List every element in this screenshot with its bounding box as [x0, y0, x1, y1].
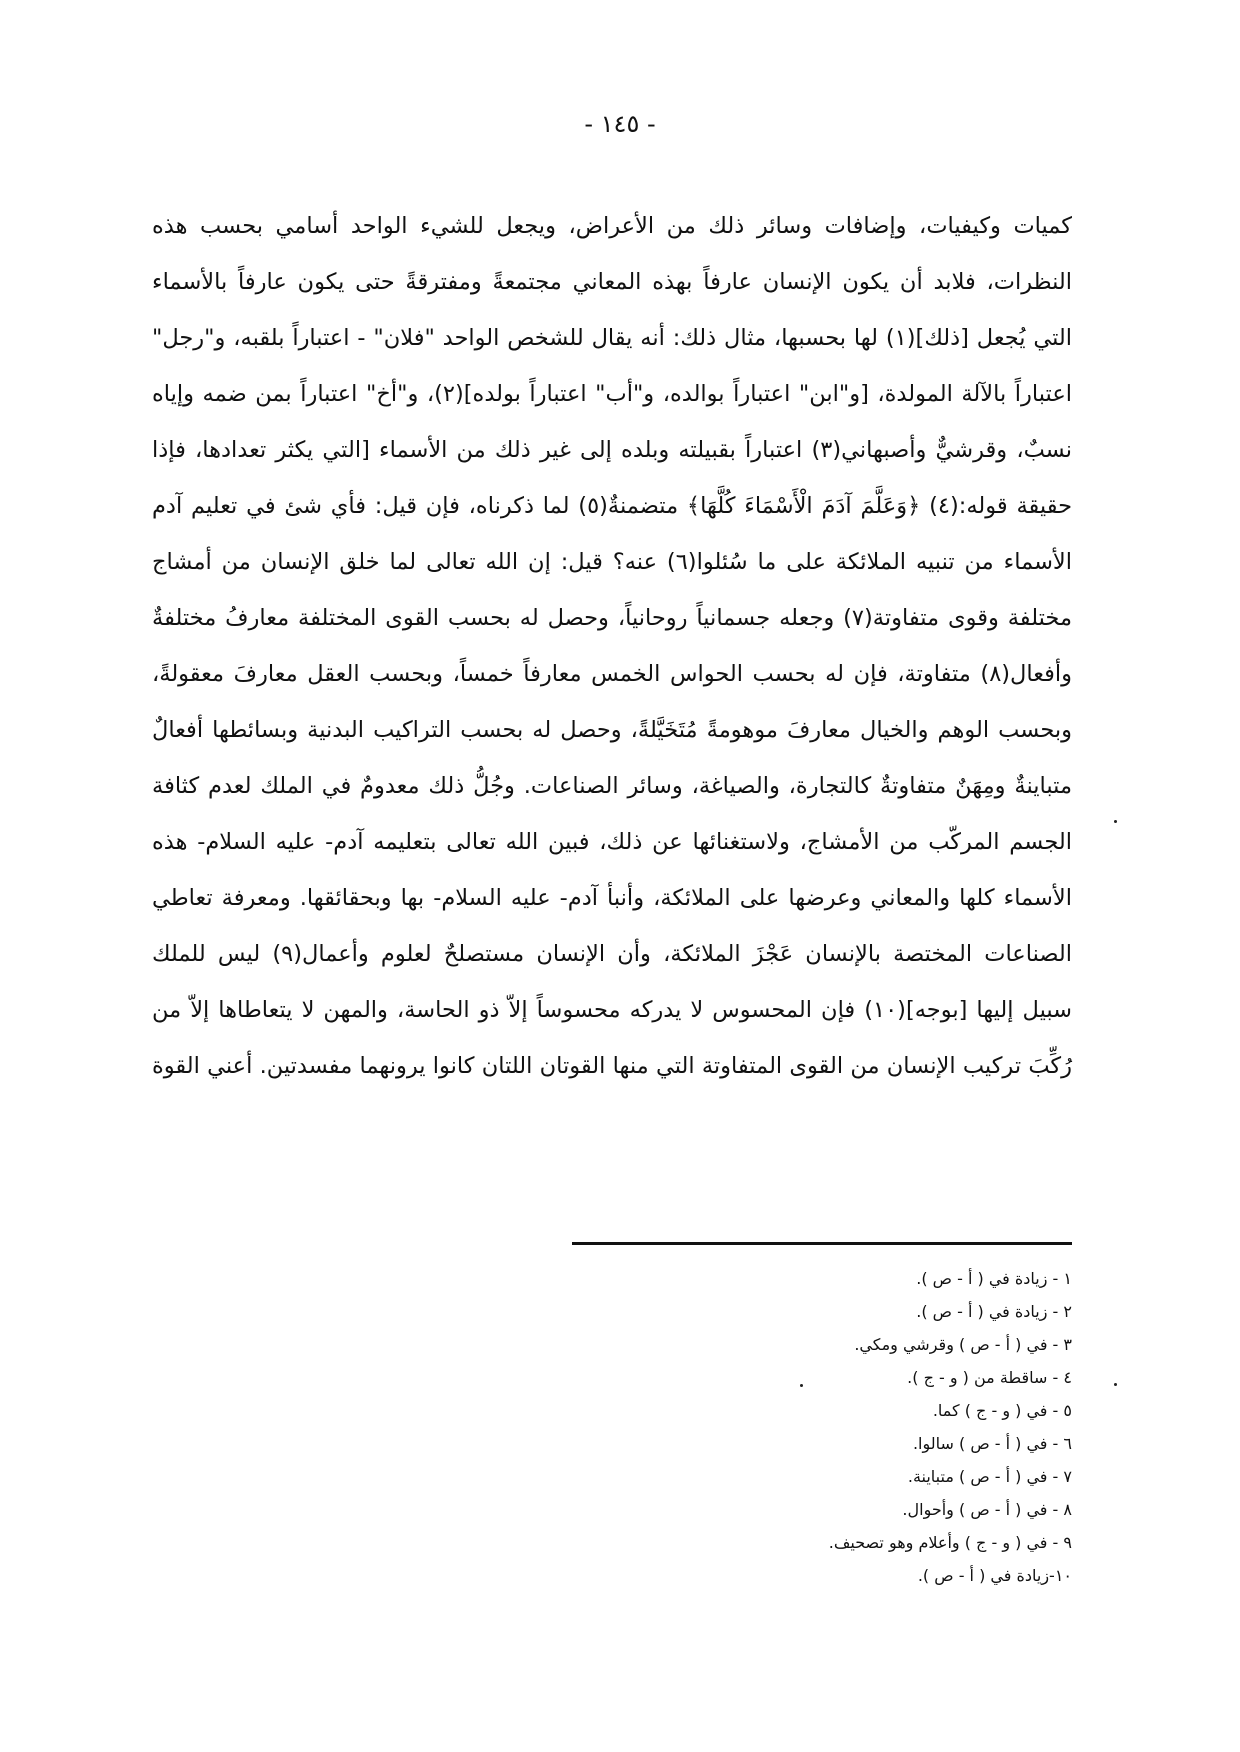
text-line: نسبٌ، وقرشيٌّ وأصبهاني(٣) اعتباراً بقبيلته وبلده إلى غير ذلك من الأسماء [التي يكثر تعدادها، فإذا	[152, 437, 1073, 463]
footnote: ٨ - في ( أ - ص ) وأحوال.	[902, 1500, 1072, 1519]
text-line: وأفعال(٨) متفاوتة، فإن له بحسب الحواس الخمس معارفاً خمساً، وبحسب العقل معارفَ معقولةً،	[152, 661, 1072, 687]
text-line: اعتباراً بالآلة المولدة، [و"ابن" اعتباراً بوالده، و"أب" اعتباراً بولده](٢)، و"أخ" اعتباراً بمن ضمه وإياه	[152, 381, 1073, 407]
text-line: مختلفة وقوى متفاوتة(٧) وجعله جسمانياً روحانياً، وحصل له بحسب القوى المختلفة معارفُ مختلفةٌ	[152, 605, 1073, 631]
text-line: رُكِّبَ تركيب الإنسان من القوى المتفاوتة التي منها القوتان اللتان كانوا يرونهما مفسدتين. أعني القوة	[152, 1053, 1072, 1079]
text-line: التي يُجعل [ذلك](١) لها بحسبها، مثال ذلك: أنه يقال للشخص الواحد "فلان" - اعتباراً بلقبه، و"رجل"	[152, 325, 1073, 351]
scan-speck	[1114, 1383, 1117, 1386]
footnote: ٢ - زيادة في ( أ - ص ).	[916, 1302, 1072, 1321]
footnotes	[692, 1262, 1072, 1592]
text-line: الأسماء كلها والمعاني وعرضها على الملائكة، وأنبأ آدم- عليه السلام- بها وبحقائقها. ومعرفة تعاطي	[152, 885, 1072, 911]
footnote-divider	[572, 1242, 1072, 1245]
footnote: ٦ - في ( أ - ص ) سالوا.	[912, 1434, 1072, 1453]
text-line: الصناعات المختصة بالإنسان عَجْزَ الملائكة، وأن الإنسان مستصلحٌ لعلوم وأعمال(٩) ليس للملك	[152, 941, 1072, 967]
text-line: حقيقة قوله:(٤) ﴿وَعَلَّمَ آدَمَ الْأَسْمَاءَ كُلَّهَا﴾ متضمنةٌ(٥) لما ذكرناه، فإن قيل: فأي شئ في تعليم آدم	[152, 493, 1072, 519]
footnote: ٥ - في ( و - ج ) كما.	[932, 1401, 1072, 1420]
footnote: ٩ - في ( و - ج ) وأعلام وهو تصحيف.	[828, 1533, 1072, 1552]
page-number: - ١٤٥ -	[584, 110, 656, 138]
main-text	[152, 198, 1072, 1094]
text-line: متباينةٌ ومِهَنٌ متفاوتةٌ كالتجارة، والصياغة، وسائر الصناعات. وجُلُّ ذلك معدومٌ في الملك لعدم كثافة	[152, 773, 1072, 799]
footnote: ٣ - في ( أ - ص ) وقرشي ومكي.	[854, 1335, 1072, 1354]
text-line: الجسم المركّب من الأمشاج، ولاستغنائها عن ذلك، فبين الله تعالى بتعليمه آدم- عليه السلام- هذه	[152, 829, 1072, 855]
scan-speck	[1114, 820, 1117, 823]
footnote: ١ - زيادة في ( أ - ص ).	[916, 1269, 1072, 1288]
text-line: سبيل إليها [بوجه](١٠) فإن المحسوس لا يدركه محسوساً إلاّ ذو الحاسة، والمهن لا يتعاطاها إلاّ من	[152, 997, 1073, 1023]
footnote: ١٠-زيادة في ( أ - ص ).	[917, 1566, 1072, 1585]
text-line: كميات وكيفيات، وإضافات وسائر ذلك من الأعراض، ويجعل للشيء الواحد أسامي بحسب هذه	[152, 213, 1072, 239]
text-line: وبحسب الوهم والخيال معارفَ موهومةً مُتَخَيَّلةً، وحصل له بحسب التراكيب البدنية وبسائطها أفعالٌ	[152, 717, 1072, 743]
text-line: الأسماء من تنبيه الملائكة على ما سُئلوا(٦) عنه؟ قيل: إن الله تعالى لما خلق الإنسان من أمشاج	[152, 549, 1073, 575]
footnote: ٤ - ساقطة من ( و - ج ).	[907, 1368, 1072, 1387]
footnote: ٧ - في ( أ - ص ) متباينة.	[907, 1467, 1072, 1486]
text-line: النظرات، فلابد أن يكون الإنسان عارفاً بهذه المعاني مجتمعةً ومفترقةً حتى يكون عارفاً بالأسماء	[152, 269, 1072, 295]
scan-speck	[800, 1384, 803, 1387]
